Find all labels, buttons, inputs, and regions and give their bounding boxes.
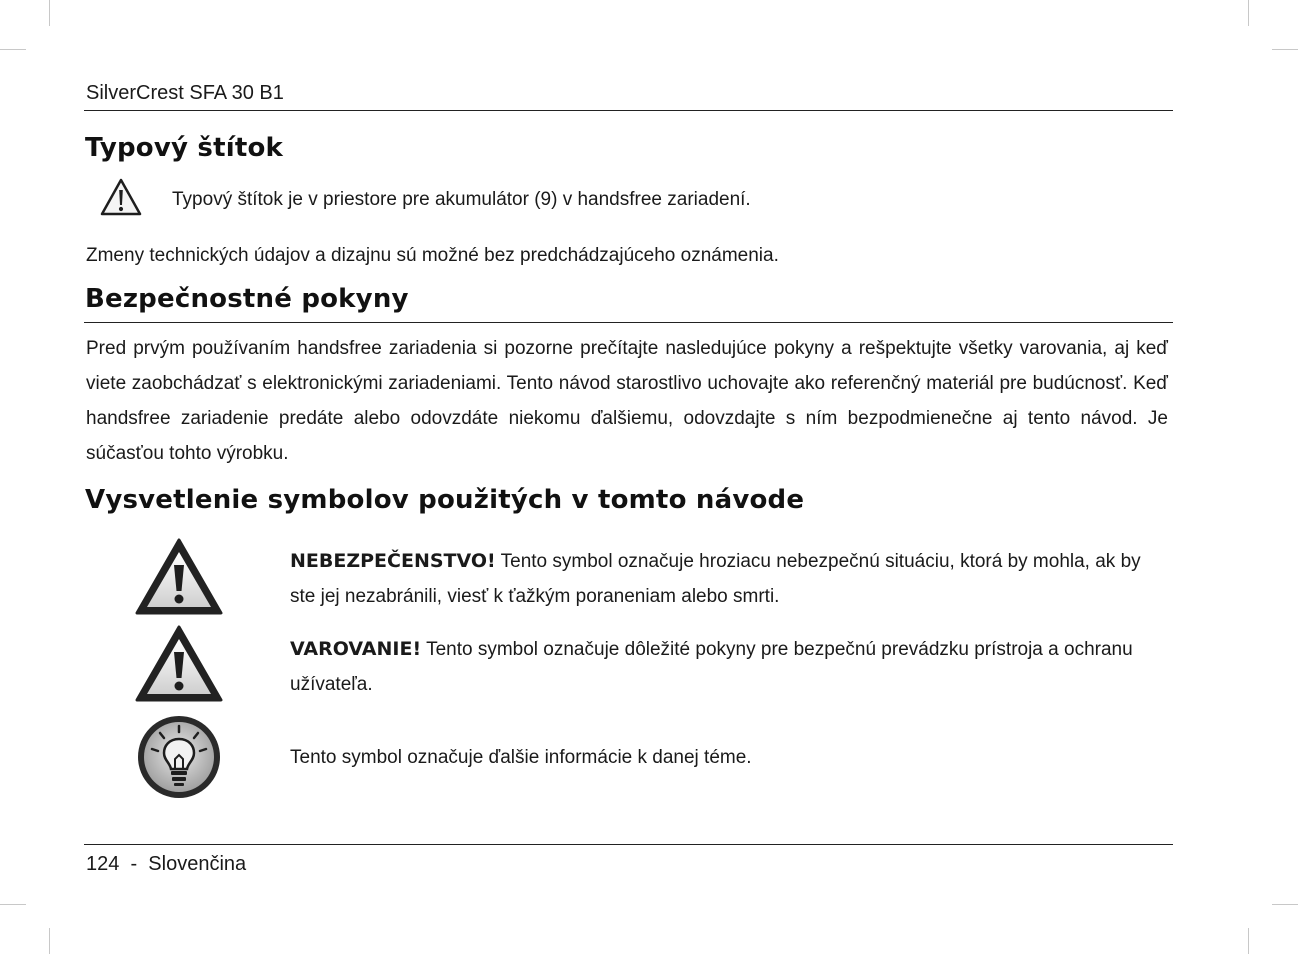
section-heading-symbols: Vysvetlenie symbolov použitých v tomto návode [85, 485, 805, 515]
warning-text: Tento symbol označuje dôležité pokyny pre bezpečnú prevádzku prístroja a ochranu užívateľa. [290, 639, 1133, 695]
danger-text: Tento symbol označuje hroziacu nebezpečnú situáciu, ktorá by mohla, ak by ste jej nezabránili, viesť k ťažkým poraneniam alebo smrti. [290, 551, 1141, 607]
crop-mark [1248, 0, 1249, 26]
crop-mark [1248, 928, 1249, 954]
warning-triangle-icon [134, 624, 224, 704]
section-heading-rating-plate: Typový štítok [85, 133, 284, 163]
warning-triangle-icon [100, 178, 142, 216]
info-text: Tento symbol označuje ďalšie informácie k danej téme. [290, 747, 752, 768]
info-description [290, 740, 752, 775]
header-rule [84, 110, 1173, 111]
document-header-title: SilverCrest SFA 30 B1 [86, 82, 284, 104]
footer-rule [84, 844, 1173, 845]
page-number: 124 [86, 853, 120, 875]
section-heading-safety: Bezpečnostné pokyny [85, 284, 409, 314]
safety-paragraph: Pred prvým používaním handsfree zariadenia si pozorne prečítajte nasledujúce pokyny a rešpektujte všetky varovania, aj keď viete zaobchádzať s elektronickými zariadeniami. Tento návod starostlivo uchovajte ako referenčný materiál pre budúcnosť. Keď handsfree zariadenie predáte alebo odovzdáte niekomu ďalšiemu, odovzdajte s ním bezpodmienečne aj tento návod. Je súčasťou tohto výrobku. [86, 338, 1168, 464]
crop-mark [1272, 904, 1298, 905]
lightbulb-icon [134, 713, 224, 801]
crop-mark [49, 0, 50, 26]
danger-label: NEBEZPEČENSTVO! [290, 550, 496, 572]
warning-description [290, 632, 1140, 702]
footer-language: Slovenčina [148, 853, 247, 875]
technical-changes-note: Zmeny technických údajov a dizajnu sú možné bez predchádzajúceho oznámenia. [86, 245, 779, 266]
crop-mark [0, 904, 26, 905]
rating-plate-note: Typový štítok je v priestore pre akumulátor (9) v handsfree zariadení. [172, 189, 751, 210]
footer-separator: - [130, 853, 138, 875]
warning-label: VAROVANIE! [290, 638, 422, 660]
safety-heading-rule [84, 322, 1173, 323]
danger-triangle-icon [134, 537, 224, 617]
crop-mark [0, 49, 26, 50]
crop-mark [1272, 49, 1298, 50]
page-footer [86, 853, 246, 876]
danger-description [290, 544, 1170, 614]
crop-mark [49, 928, 50, 954]
